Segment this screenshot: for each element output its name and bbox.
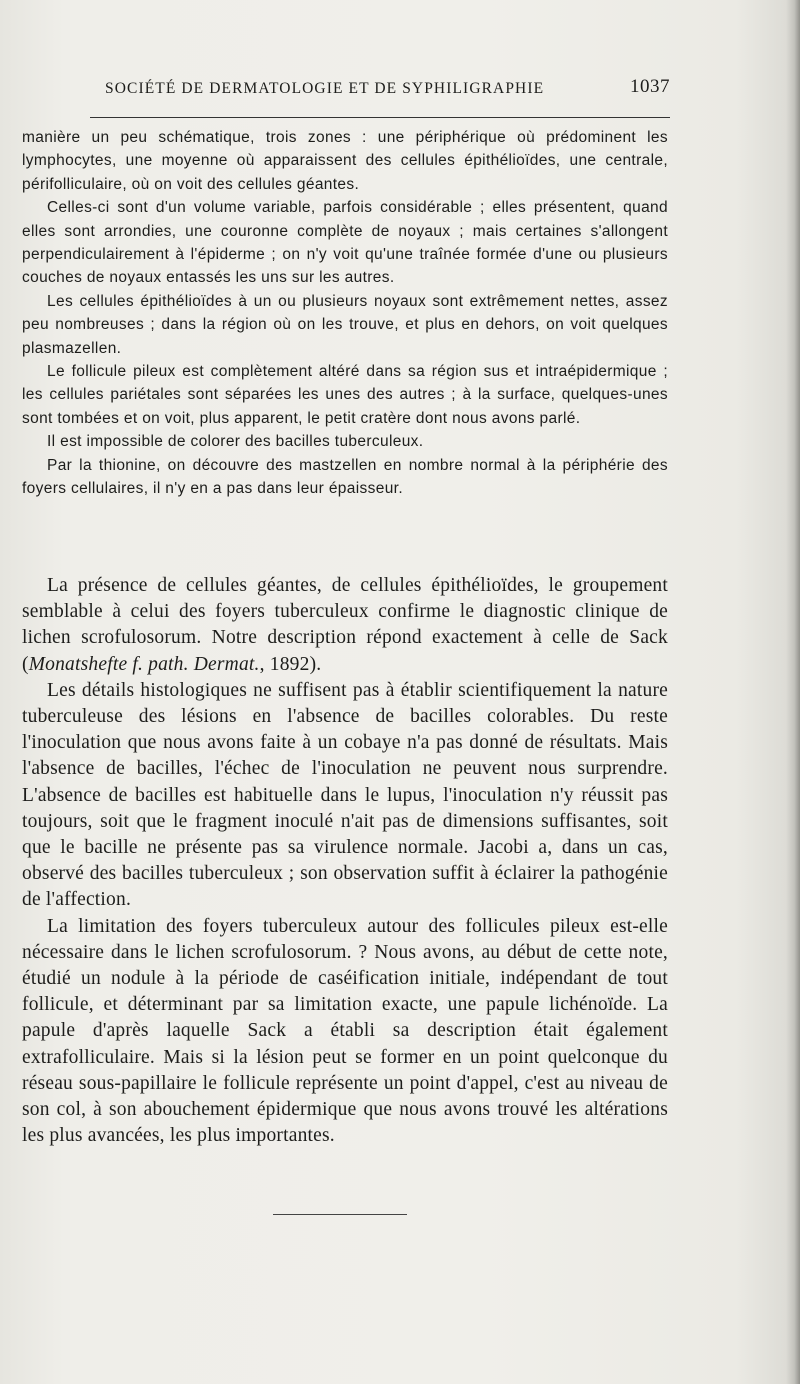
section-end-rule bbox=[273, 1214, 407, 1215]
paragraph-text: , 1892). bbox=[259, 653, 322, 675]
book-gutter-shadow bbox=[786, 0, 800, 1384]
main-text-section bbox=[22, 573, 668, 1149]
small-paragraph: Il est impossible de colorer des bacilles tuberculeux. bbox=[47, 433, 424, 451]
paragraph-text: La présence de cellules géantes, de cellules épithélioïdes, le groupement semblable à celui des foyers tuberculeux confirme le diagnostic clinique de lichen scrofulosorum. Notre description répond exactement à celle de Sack ( bbox=[22, 575, 668, 675]
header-rule bbox=[90, 117, 670, 118]
main-paragraph: Les détails histologiques ne suffisent pas à établir scientifiquement la nature tuberculeuse des lésions en l'absence de bacilles colorables. Du reste l'inoculation que nous avons faite à un cobaye n'a pas donné de résultats. Mais l'absence de bacilles, l'échec de l'inoculation ne peuvent nous surprendre. L'absence de bacilles est habituelle dans le lupus, l'inoculation n'y réussit pas toujours, soit que le fragment inoculé n'ait pas de dimensions suffisantes, soit que le bacille ne présente pas sa virulence normale. Jacobi a, dans un cas, observé des bacilles tuberculeux ; son observation suffit à éclairer la pathogénie de l'affection. bbox=[22, 679, 668, 911]
small-print-section bbox=[22, 126, 668, 501]
small-paragraph: Les cellules épithélioïdes à un ou plusieurs noyaux sont extrêmement nettes, assez peu nombreuses ; dans la région où on les trouve, et plus en dehors, on voit quelques plasmazellen. bbox=[22, 292, 668, 357]
small-paragraph: manière un peu schématique, trois zones : une périphérique où prédominent les lymphocytes, une moyenne où apparaissent des cellules épithélioïdes, une centrale, périfolliculaire, où on voit des cellules géantes. bbox=[22, 129, 668, 193]
main-paragraph bbox=[22, 573, 668, 678]
small-paragraph: Celles-ci sont d'un volume variable, parfois considérable ; elles présentent, quand elles sont arrondies, une couronne complète de noyaux ; mais certaines s'allongent perpendiculairement à l'épiderme ; on n'y voit qu'une traînée formée d'une ou plusieurs couches de noyaux entassés les uns sur les autres. bbox=[22, 199, 668, 287]
small-paragraph: Le follicule pileux est complètement altéré dans sa région sus et intraépidermique ; les cellules pariétales sont séparées les unes des autres ; à la surface, quelques-unes sont tombées et on voit, plus apparent, le petit cratère dont nous avons parlé. bbox=[22, 363, 668, 427]
header-title: SOCIÉTÉ DE DERMATOLOGIE ET DE SYPHILIGRAPHIE bbox=[105, 80, 545, 97]
page-number: 1037 bbox=[630, 76, 670, 97]
running-header bbox=[105, 76, 670, 102]
small-paragraph: Par la thionine, on découvre des mastzellen en nombre normal à la périphérie des foyers cellulaires, il n'y en a pas dans leur épaisseur. bbox=[22, 456, 668, 498]
journal-citation: Monatshefte f. path. Dermat. bbox=[28, 653, 260, 675]
main-paragraph: La limitation des foyers tuberculeux autour des follicules pileux est-elle nécessaire dans le lichen scrofulosorum. ? Nous avons, au début de cette note, étudié un nodule à la période de caséification initiale, indépendant de tout follicule, et déterminant par sa limitation exacte, une papule lichénoïde. La papule d'après laquelle Sack a établi sa description était également extrafolliculaire. Mais si la lésion peut se former en un point quelconque du réseau sous-papillaire le follicule représente un point d'appel, c'est au niveau de son col, à son abouchement épidermique que nous avons trouvé les altérations les plus avancées, les plus importantes. bbox=[22, 915, 668, 1147]
